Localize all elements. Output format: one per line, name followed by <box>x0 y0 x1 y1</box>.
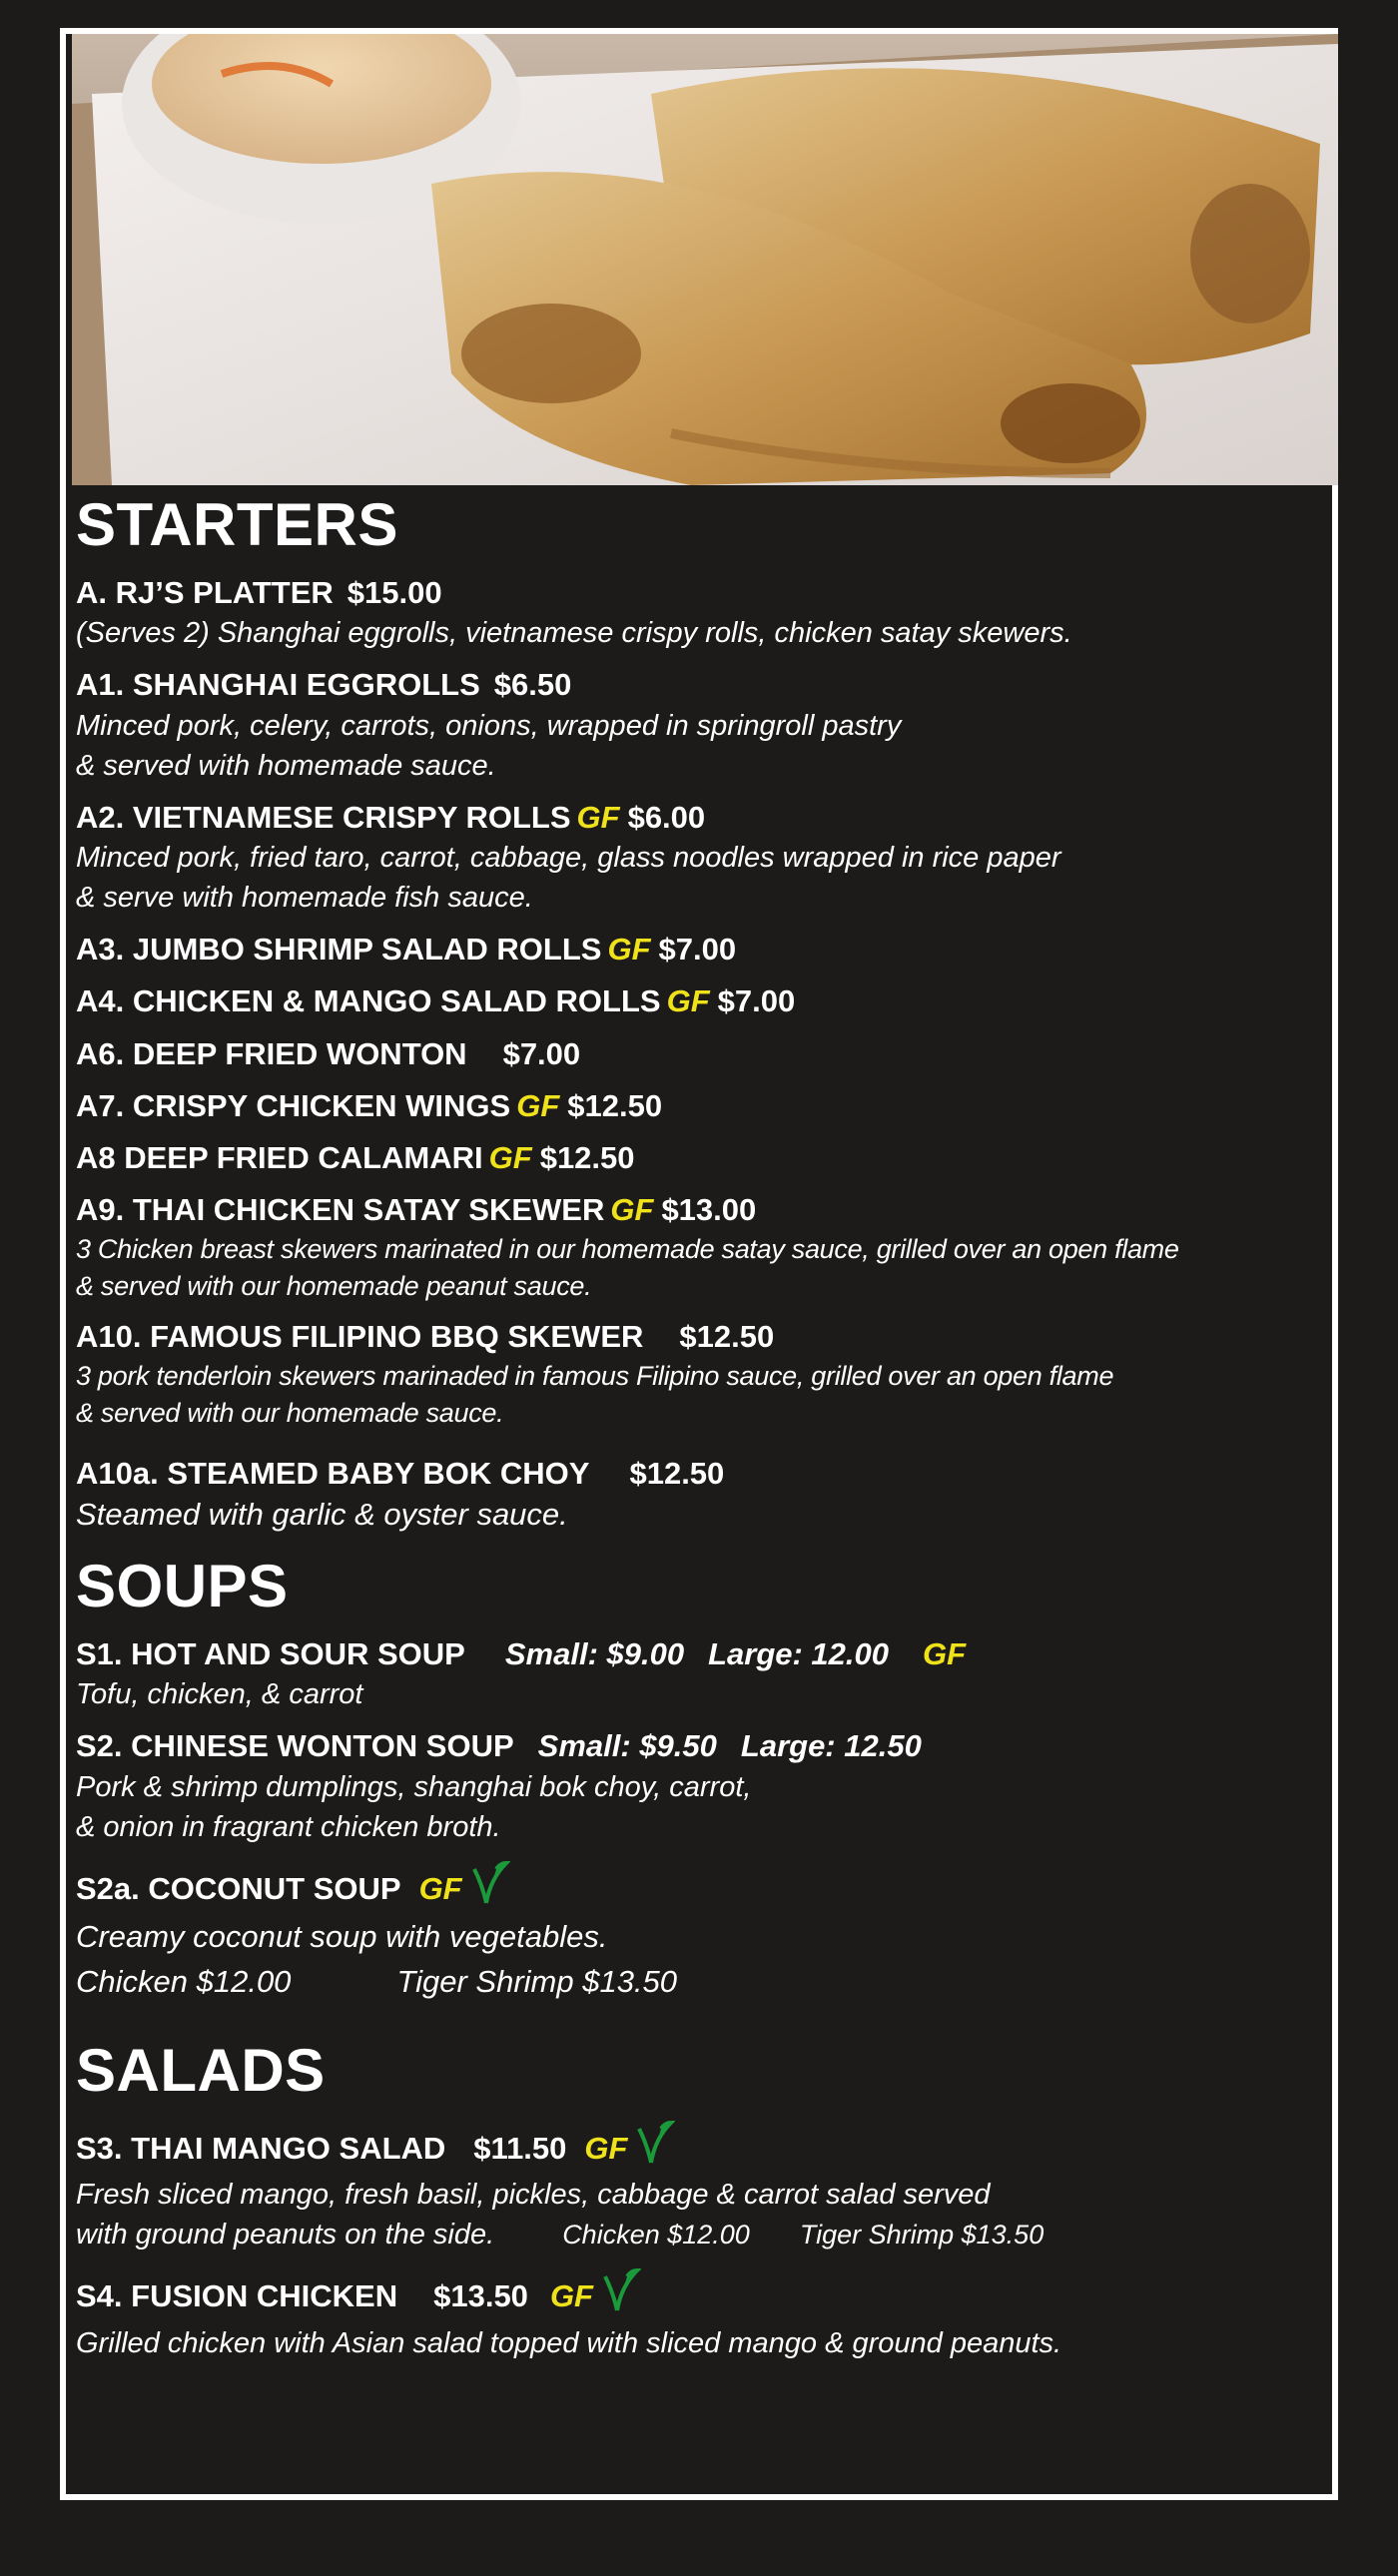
section-salads <box>76 2036 1254 2363</box>
menu-item <box>76 1317 1254 1432</box>
section-title-salads: SALADS <box>76 2036 326 2104</box>
menu-item <box>76 798 1254 918</box>
item-price: $7.00 <box>658 931 737 966</box>
vegetarian-leaf-icon <box>470 1859 510 1915</box>
menu-item <box>76 1726 1254 1846</box>
gluten-free-badge: GF <box>576 799 620 835</box>
section-title-soups: SOUPS <box>76 1553 289 1620</box>
item-price-small: Small: $9.00 <box>504 1636 685 1672</box>
gluten-free-badge: GF <box>607 931 651 966</box>
item-option-shrimp: Tiger Shrimp $13.50 <box>799 2220 1045 2251</box>
item-description: 3 Chicken breast skewers marinated in our homemade satay sauce, grilled over an open flame <box>76 1233 1179 1264</box>
item-description: with ground peanuts on the side. <box>76 2219 495 2252</box>
item-name: A10. FAMOUS FILIPINO BBQ SKEWER <box>76 1319 644 1355</box>
item-price: $11.50 <box>473 2130 567 2166</box>
vegetarian-leaf-icon <box>601 2266 641 2322</box>
item-name: S2a. COCONUT SOUP <box>76 1870 401 1906</box>
vegetarian-leaf-icon <box>635 2119 675 2175</box>
item-option-chicken: Chicken $12.00 <box>562 2220 750 2251</box>
menu-item <box>76 930 1254 969</box>
menu-item <box>76 2119 1254 2254</box>
item-description: Pork & shrimp dumplings, shanghai bok choy, carrot, <box>76 1770 752 1803</box>
menu-item <box>76 1138 1254 1178</box>
menu-item <box>76 1634 1254 1714</box>
gluten-free-badge: GF <box>923 1636 967 1672</box>
gluten-free-badge: GF <box>516 1087 560 1123</box>
item-price-large: Large: 12.50 <box>740 1728 922 1764</box>
item-price: $7.00 <box>717 983 796 1019</box>
item-description: (Serves 2) Shanghai eggrolls, vietnamese crispy rolls, chicken satay skewers. <box>76 617 1072 650</box>
gluten-free-badge: GF <box>666 983 710 1019</box>
section-title-starters: STARTERS <box>76 491 398 558</box>
gluten-free-badge: GF <box>549 2278 593 2314</box>
item-price: $6.00 <box>627 799 706 835</box>
item-name: S1. HOT AND SOUR SOUP <box>76 1636 465 1672</box>
item-price: $13.00 <box>661 1192 757 1228</box>
menu-content <box>76 491 1254 2375</box>
item-name: A4. CHICKEN & MANGO SALAD ROLLS <box>76 983 661 1019</box>
item-description: Minced pork, celery, carrots, onions, wrapped in springroll pastry <box>76 709 902 742</box>
item-price-small: Small: $9.50 <box>537 1728 717 1764</box>
item-price: $12.50 <box>539 1140 635 1176</box>
menu-item <box>76 665 1254 785</box>
item-description: Creamy coconut soup with vegetables. <box>76 1919 608 1955</box>
gluten-free-badge: GF <box>418 1870 462 1906</box>
item-description: Minced pork, fried taro, carrot, cabbage, glass noodles wrapped in rice paper <box>76 841 1061 874</box>
item-price: $12.50 <box>567 1087 663 1123</box>
item-description: Steamed with garlic & oyster sauce. <box>76 1497 568 1533</box>
item-name: A6. DEEP FRIED WONTON <box>76 1035 467 1071</box>
item-description: & served with our homemade peanut sauce. <box>76 1271 592 1301</box>
gluten-free-badge: GF <box>584 2130 628 2166</box>
item-option-shrimp: Tiger Shrimp $13.50 <box>396 1963 678 1999</box>
menu-item <box>76 1034 1254 1074</box>
item-price: $12.50 <box>679 1319 775 1355</box>
gluten-free-badge: GF <box>488 1140 532 1176</box>
item-price: $15.00 <box>347 575 442 610</box>
item-price: $6.50 <box>493 667 572 703</box>
item-name: A1. SHANGHAI EGGROLLS <box>76 667 480 703</box>
item-option-chicken: Chicken $12.00 <box>76 1963 292 1999</box>
item-price: $7.00 <box>502 1035 581 1071</box>
item-price-large: Large: 12.00 <box>708 1636 890 1672</box>
menu-item <box>76 981 1254 1021</box>
item-description: Fresh sliced mango, fresh basil, pickles, cabbage & carrot salad served <box>76 2179 991 2212</box>
item-price: $12.50 <box>629 1456 725 1492</box>
menu-item <box>76 1454 1254 1537</box>
item-name: A8 DEEP FRIED CALAMARI <box>76 1140 483 1176</box>
item-name: A7. CRISPY CHICKEN WINGS <box>76 1087 511 1123</box>
menu-item <box>76 1190 1254 1305</box>
item-name: A2. VIETNAMESE CRISPY ROLLS <box>76 799 571 835</box>
item-description: Grilled chicken with Asian salad topped with sliced mango & ground peanuts. <box>76 2326 1062 2359</box>
menu-item <box>76 1859 1254 2005</box>
section-soups <box>76 1553 1254 2005</box>
section-starters <box>76 491 1254 1537</box>
item-description: & onion in fragrant chicken broth. <box>76 1810 501 1843</box>
menu-item <box>76 573 1254 653</box>
item-name: S4. FUSION CHICKEN <box>76 2278 398 2314</box>
item-name: A3. JUMBO SHRIMP SALAD ROLLS <box>76 931 602 966</box>
menu-item <box>76 2266 1254 2362</box>
item-name: A10a. STEAMED BABY BOK CHOY <box>76 1456 590 1492</box>
item-description: & served with homemade sauce. <box>76 749 496 782</box>
item-description: & served with our homemade sauce. <box>76 1397 504 1428</box>
item-name: A. RJ’S PLATTER <box>76 575 334 610</box>
item-name: S3. THAI MANGO SALAD <box>76 2130 446 2166</box>
item-name: A9. THAI CHICKEN SATAY SKEWER <box>76 1192 605 1228</box>
item-price: $13.50 <box>433 2278 528 2314</box>
eggroll-photo <box>72 34 1338 485</box>
item-description: & serve with homemade fish sauce. <box>76 881 533 914</box>
gluten-free-badge: GF <box>610 1192 654 1228</box>
item-description: Tofu, chicken, & carrot <box>76 1678 363 1711</box>
item-name: S2. CHINESE WONTON SOUP <box>76 1728 514 1764</box>
menu-item <box>76 1086 1254 1126</box>
item-description: 3 pork tenderloin skewers marinaded in famous Filipino sauce, grilled over an open flame <box>76 1360 1114 1391</box>
